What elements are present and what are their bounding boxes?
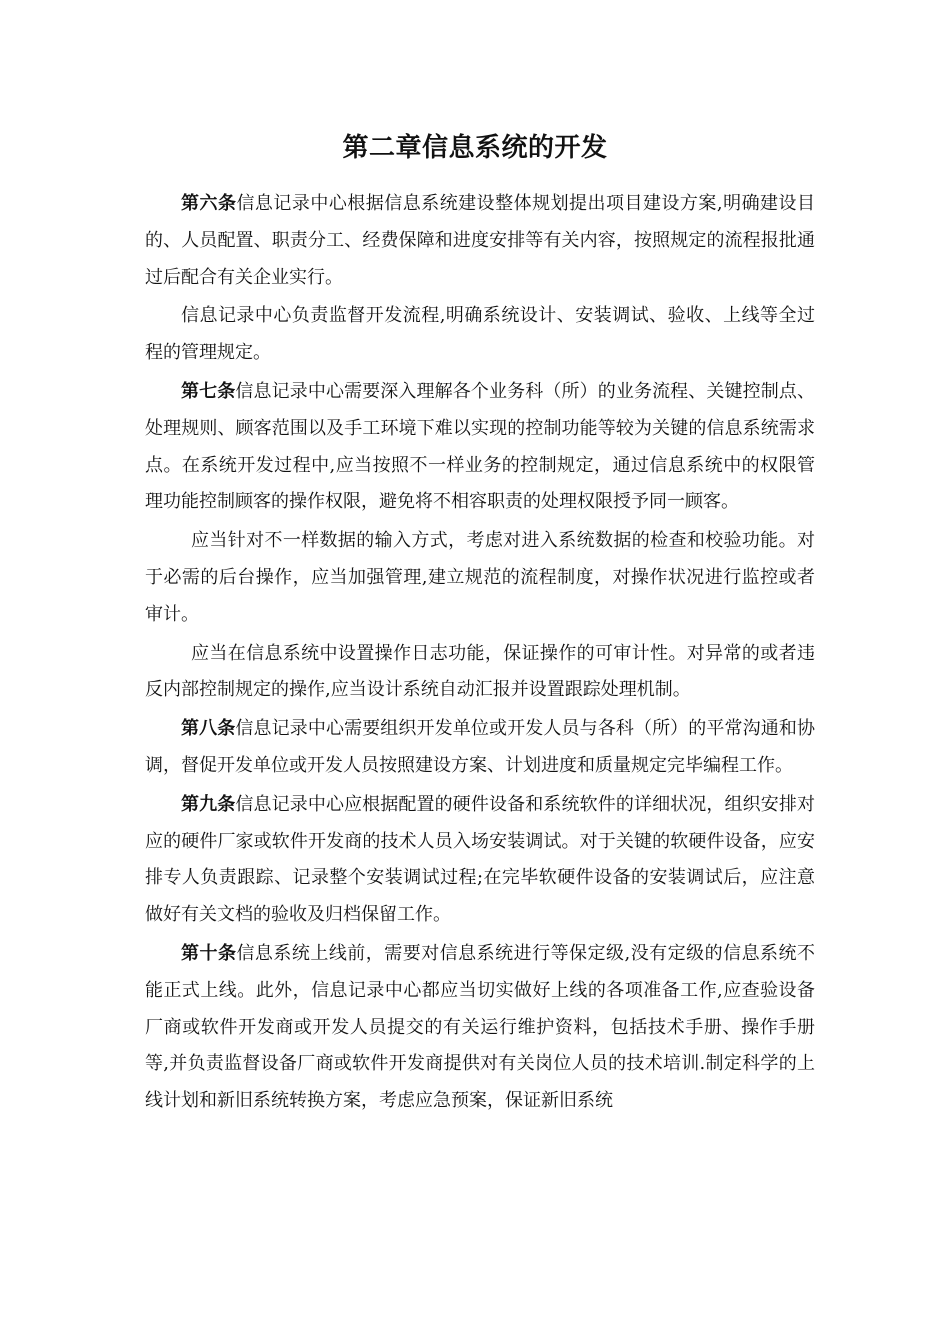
paragraph-article-10: [145, 936, 815, 1120]
paragraph-article-9: [145, 787, 815, 934]
article-label: 第九条: [181, 793, 236, 815]
paragraph-operation-log: [145, 636, 815, 710]
article-label: 第六条: [181, 193, 237, 214]
paragraph-article-6: [145, 186, 815, 296]
chapter-title: 第二章信息系统的开发: [342, 133, 608, 163]
paragraph-supervision: [145, 298, 815, 372]
paragraph-data-input: [145, 523, 815, 633]
paragraph-article-8: [145, 711, 815, 785]
paragraph-text: 信息记录中心需要深入理解各个业务科（所）的业务流程、关键控制点、处理规则、顾客范围以及手工环境下难以实现的控制功能等较为关键的信息系统需求点。在系统开发过程中,应当按照不一样业务的控制规定，通过信息系统中的权限管理功能控制顾客的操作权限，避免将不相容职责的处理权限授予同一顾客。: [145, 380, 816, 513]
paragraph-text: 信息记录中心负责监督开发流程,明确系统设计、安装调试、验收、上线等全过程的管理规定。: [145, 305, 815, 364]
paragraph-text: 信息记录中心应根据配置的硬件设备和系统软件的详细状况，组织安排对应的硬件厂家或软件开发商的技术人员入场安装调试。对于关键的软硬件设备，应安排专人负责跟踪、记录整个安装调试过程;在完毕软硬件设备的安装调试后，应注意做好有关文档的验收及归档保留工作。: [145, 793, 816, 926]
article-label: 第八条: [181, 718, 236, 740]
paragraph-text: 信息系统上线前，需要对信息系统进行等保定级,没有定级的信息系统不能正式上线。此外，信息记录中心都应当切实做好上线的各项准备工作,应查验设备厂商或软件开发商或开发人员提交的有关运行维护资料，包括技术手册、操作手册等,并负责监督设备厂商或软件开发商提供对有关岗位人员的技术培训.制定科学的上线计划和新旧系统转换方案，考虑应急预案，保证新旧系统: [145, 942, 816, 1112]
paragraph-text: 应当针对不一样数据的输入方式，考虑对进入系统数据的检查和校验功能。对于必需的后台操作，应当加强管理,建立规范的流程制度，对操作状况进行监控或者审计。: [145, 530, 815, 625]
article-label: 第十条: [181, 942, 237, 964]
paragraph-text: 信息记录中心根据信息系统建设整体规划提出项目建设方案,明确建设目的、人员配置、职责分工、经费保障和进度安排等有关内容，按照规定的流程报批通过后配合有关企业实行。: [145, 193, 816, 288]
article-label: 第七条: [181, 380, 236, 402]
paragraph-text: 应当在信息系统中设置操作日志功能，保证操作的可审计性。对异常的或者违反内部控制规定的操作,应当设计系统自动汇报并设置跟踪处理机制。: [145, 642, 815, 701]
document-body: [145, 186, 815, 1122]
paragraph-text: 信息记录中心需要组织开发单位或开发人员与各科（所）的平常沟通和协调，督促开发单位或开发人员按照建设方案、计划进度和质量规定完毕编程工作。: [145, 718, 816, 776]
paragraph-article-7: [145, 374, 815, 521]
